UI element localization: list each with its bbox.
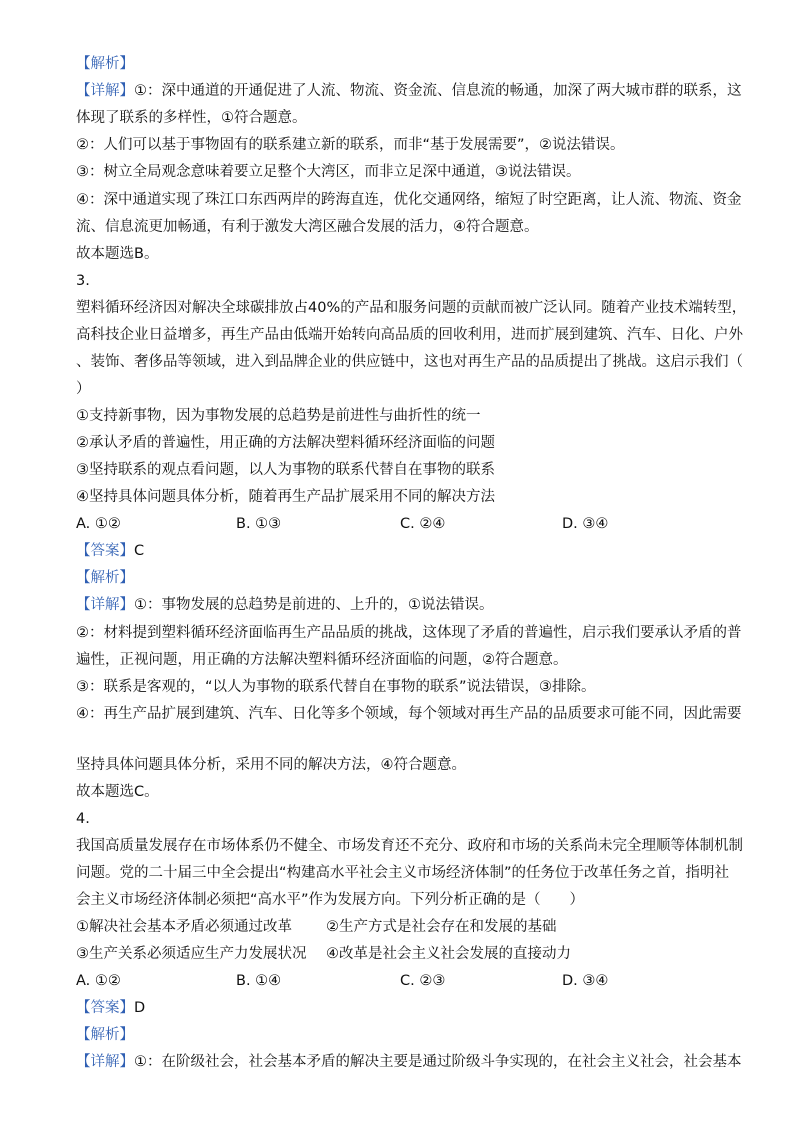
- q2-analysis-label: 【解析】: [76, 56, 134, 72]
- q4-statement-4: ④改革是社会主义社会发展的直接动力: [326, 946, 571, 962]
- q4-analysis-label: 【解析】: [76, 1027, 134, 1043]
- q4-stem-line-1: 我国高质量发展存在市场体系仍不健全、市场发育还不充分、政府和市场的关系尚未完全理顺等体制机制: [76, 838, 743, 854]
- q3-stem-line-2: 高科技企业日益增多，再生产品由低端开始转向高品质的回收利用，进而扩展到建筑、汽车、日化、户外: [76, 327, 743, 343]
- q4-option-a: A. ①②: [76, 973, 121, 989]
- q4-answer-line: [76, 999, 726, 1017]
- q3-detail-line-1: 【详解】①：事物发展的总趋势是前进的、上升的，①说法错误。: [76, 597, 494, 613]
- q2-detail-label: 【详解】: [76, 83, 134, 99]
- q4-option-d: D. ③④: [562, 973, 609, 989]
- q3-option-c: C. ②④: [400, 516, 446, 532]
- q3-stem-line-1: 塑料循环经济因对解决全球碳排放占40%的产品和服务问题的贡献而被广泛认同。随着产业技术端转型，: [76, 300, 747, 316]
- q3-answer-label: 【答案】: [76, 543, 134, 559]
- q3-detail-label: 【详解】: [76, 597, 134, 613]
- q4-option-b: B. ①④: [236, 973, 282, 989]
- q3-stem-line-4: ）: [76, 381, 91, 397]
- q3-detail-line-2: ②：材料提到塑料循环经济面临再生产品品质的挑战，这体现了矛盾的普遍性，启示我们要承认矛盾的普: [76, 625, 742, 641]
- q3-detail-line-6: 坚持具体问题具体分析，采用不同的解决方法，④符合题意。: [76, 757, 466, 773]
- q3-option-d: D. ③④: [562, 516, 609, 532]
- q2-detail-line-3: ②：人们可以基于事物固有的联系建立新的联系，而非“基于发展需要”，②说法错误。: [76, 137, 625, 153]
- q4-detail-line-1: 【详解】①：在阶级社会，社会基本矛盾的解决主要是通过阶级斗争实现的，在社会主义社会，社会基本: [76, 1054, 742, 1070]
- q3-answer: C: [134, 543, 145, 559]
- q2-detail-line-6: 流、信息流更加畅通，有利于激发大湾区融合发展的活力，④符合题意。: [76, 219, 539, 235]
- q2-conclusion: 故本题选B。: [76, 246, 159, 262]
- q3-detail-line-4: ③：联系是客观的，“以人为事物的联系代替自在事物的联系”说法错误，③排除。: [76, 679, 596, 695]
- q2-detail-line-5: ④：深中通道实现了珠江口东西两岸的跨海直连，优化交通网络，缩短了时空距离，让人流、物流、资金: [76, 192, 742, 208]
- q3-analysis-label: 【解析】: [76, 570, 134, 586]
- q2-detail-line-2: 体现了联系的多样性，①符合题意。: [76, 110, 307, 126]
- q4-answer-label: 【答案】: [76, 1000, 134, 1016]
- q3-statement-1: ①支持新事物，因为事物发展的总趋势是前进性与曲折性的统一: [76, 408, 481, 424]
- q3-detail-line-5: ④：再生产品扩展到建筑、汽车、日化等多个领域，每个领域对再生产品的品质要求可能不同，因此需要: [76, 706, 742, 722]
- q4-option-c: C. ②③: [400, 973, 446, 989]
- q3-statement-2: ②承认矛盾的普遍性，用正确的方法解决塑料循环经济面临的问题: [76, 435, 495, 451]
- q4-detail-label: 【详解】: [76, 1054, 134, 1070]
- q3-answer-line: [76, 542, 726, 560]
- q3-statement-3: ③坚持联系的观点看问题，以人为事物的联系代替自在事物的联系: [76, 462, 495, 478]
- q4-number: 4.: [76, 811, 90, 827]
- q3-statement-4: ④坚持具体问题具体分析，随着再生产品扩展采用不同的解决方法: [76, 489, 495, 505]
- q4-stem-line-3: 会主义市场经济体制必须把“高水平”作为发展方向。下列分析正确的是（ ）: [76, 892, 585, 908]
- q4-answer: D: [134, 1000, 146, 1016]
- q3-option-b: B. ①③: [236, 516, 282, 532]
- q2-detail-line-1: 【详解】①：深中通道的开通促进了人流、物流、资金流、信息流的畅通，加深了两大城市群的联系，这: [76, 83, 742, 99]
- q3-number: 3.: [76, 273, 90, 289]
- q3-detail-line-3: 遍性，正视问题，用正确的方法解决塑料循环经济面临的问题，②符合题意。: [76, 652, 568, 668]
- q3-stem-line-3: 、装饰、奢侈品等领域，进入到品牌企业的供应链中，这也对再生产品的品质提出了挑战。这启示我们（: [76, 354, 743, 370]
- q3-conclusion: 故本题选C。: [76, 784, 159, 800]
- q4-statement-2: ②生产方式是社会存在和发展的基础: [326, 919, 557, 935]
- q3-option-a: A. ①②: [76, 516, 121, 532]
- q4-stem-line-2: 问题。党的二十届三中全会提出“构建高水平社会主义市场经济体制”的任务位于改革任务之首，指明社: [76, 865, 730, 881]
- q2-detail-line-4: ③：树立全局观念意味着要立足整个大湾区，而非立足深中通道，③说法错误。: [76, 164, 581, 180]
- q4-statement-3: ③生产关系必须适应生产力发展状况: [76, 946, 307, 962]
- q4-statement-1: ①解决社会基本矛盾必须通过改革: [76, 919, 292, 935]
